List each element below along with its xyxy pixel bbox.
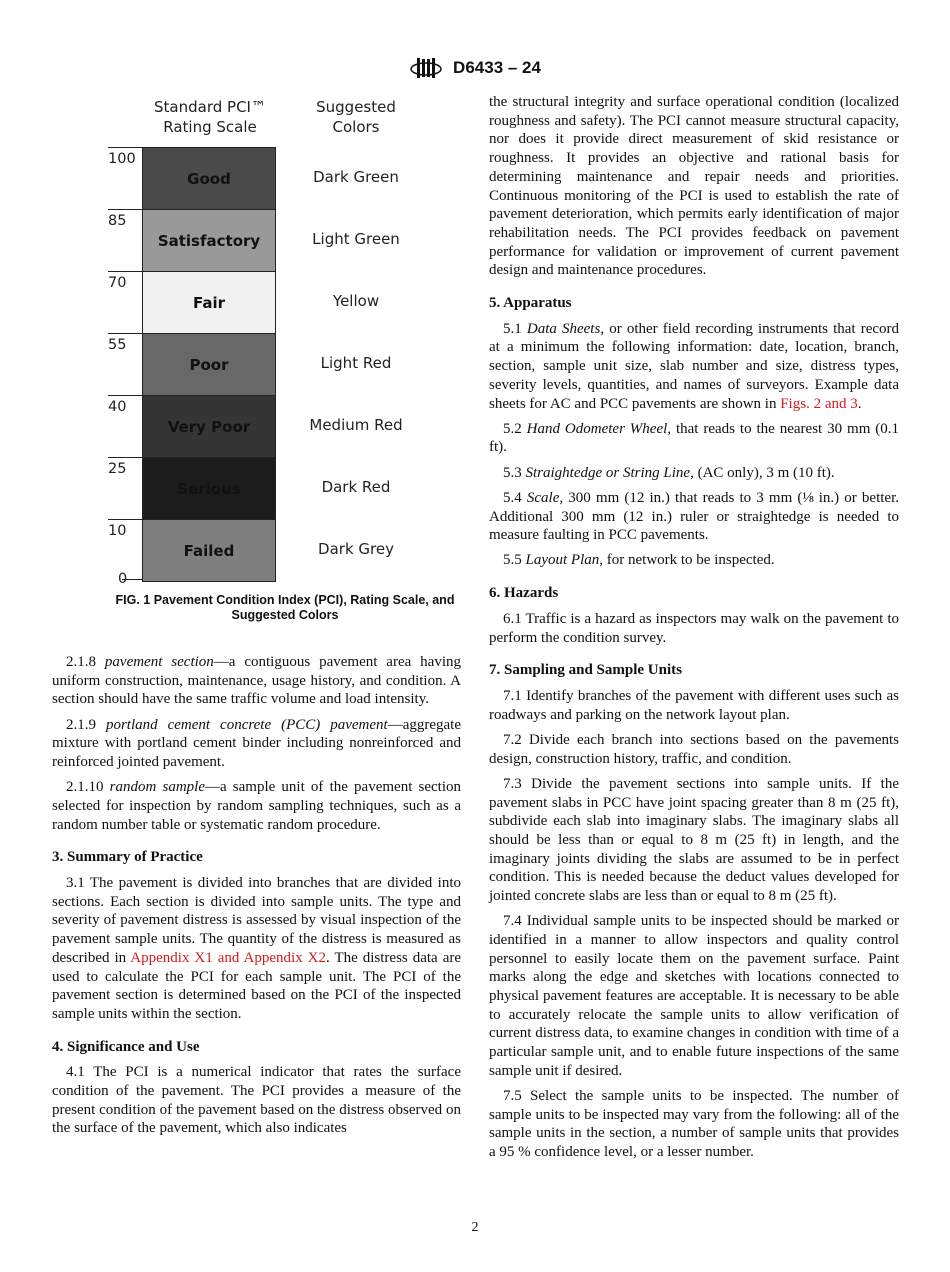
text-run: 6.1 Traffic is a hazard as inspectors may walk on the pavement to perform the condition survey. [489, 610, 899, 646]
defined-term: Straightedge or String Line, [525, 464, 694, 481]
caption-line: FIG. 1 Pavement Condition Index (PCI), Rating Scale, and [115, 593, 455, 607]
tick-line [108, 333, 142, 334]
scale-header-line: Standard PCI™ [154, 98, 266, 116]
rating-band [142, 519, 276, 582]
text-run: . The distress data are used to calculate the PCI for each sample unit. The PCI of the pavement section is determined based on the PCI of the inspected sample units within the section. [52, 949, 461, 1022]
paragraph [489, 464, 899, 483]
suggested-color-label: Light Red [320, 354, 392, 372]
defined-term: Scale, [526, 489, 564, 506]
text-run: 5.5 [503, 552, 526, 569]
text-run: 7. Sampling and Sample Units [489, 662, 682, 679]
tick-label: 55 [108, 337, 127, 353]
text-run: 3.1 The pavement is divided into branches that are divided into sections. Each section is divided into sample units. The type and severity of pavement distress is assessed by visual inspection of the pavement sample units. The quantity of the distress is measured as described in [52, 875, 461, 966]
defined-term: pavement section [104, 654, 214, 670]
section-heading [489, 661, 899, 680]
page-number: 2 [471, 1220, 479, 1235]
paragraph [489, 610, 899, 647]
tick-line [108, 395, 142, 396]
defined-term: Layout Plan, [525, 552, 603, 569]
tick-label: 85 [108, 213, 127, 229]
text-run: 7.4 Individual sample units to be inspected should be marked or identified in a manner to allow inspectors and quality control personnel to easily locate them on the pavement surface. Paint marks along the edge and sketches with locations connected to physical pavement features are acceptable. It is necessary to be able to accurately relocate the sample units to allow verification of current distress data, to examine changes in condition with time of a particular sample unit, and to enable future inspections of the same sample unit if desired. [489, 913, 899, 1079]
tick-label: 10 [108, 523, 127, 539]
rating-label: Serious [177, 479, 241, 498]
tick-label: 25 [108, 461, 127, 477]
text-run: 2.1.10 [66, 779, 110, 796]
paragraph [489, 687, 899, 724]
page-header [0, 56, 950, 80]
text-run: —a contiguous pavement area having uniform construction, maintenance, usage history, and condition. A section should have the same traffic volume and load intensity. [52, 654, 461, 708]
rating-band [142, 209, 276, 271]
colors-header [296, 97, 416, 137]
text-run: 2.1.9 [66, 716, 106, 733]
tick-line [108, 457, 142, 458]
rating-label: Satisfactory [157, 231, 261, 250]
colors-header-line: Suggested [316, 98, 396, 116]
paragraph [489, 731, 899, 768]
paragraph [489, 1087, 899, 1162]
colors-header-line: Colors [332, 118, 380, 136]
paragraph [489, 551, 899, 570]
defined-term: random sample [109, 779, 205, 796]
text-run: 5.2 [503, 420, 527, 437]
paragraph [52, 716, 461, 772]
cross-reference-link[interactable]: Figs. 2 and 3 [780, 395, 858, 412]
section-heading [489, 294, 899, 313]
rating-band [142, 395, 276, 457]
text-run: 5.1 [503, 320, 527, 337]
tick-line [108, 519, 142, 520]
text-run: 4. Significance and Use [52, 1038, 200, 1055]
text-run: the structural integrity and surface operational condition (localized roughness and safety). The PCI cannot measure structural capacity, nor does it provide direct measurement of skid resistance or roughness. It provides an objective and rational basis for determining maintenance and repair needs and priorities. Continuous monitoring of the PCI is used to establish the rate of pavement deterioration, which permits early identification of major rehabilitation needs. The PCI provides feedback on pavement performance for validation or improvement of current pavement design and maintenance procedures. [489, 94, 899, 279]
suggested-color-label: Dark Green [313, 168, 399, 186]
axis-zero-line [122, 579, 142, 580]
suggested-color-label: Dark Red [321, 478, 391, 496]
paragraph [52, 778, 461, 834]
rating-label: Good [187, 169, 231, 188]
section-heading [489, 584, 899, 603]
rating-label: Failed [183, 541, 235, 560]
tick-line [108, 147, 142, 148]
rating-band [142, 457, 276, 519]
text-run: 3. Summary of Practice [52, 849, 203, 866]
suggested-color-label: Dark Grey [318, 540, 394, 558]
text-run: 5. Apparatus [489, 295, 572, 312]
text-run: 7.3 Divide the pavement sections into sample units. If the pavement slabs in PCC have joint spacing greater than 8 m (25 ft), subdivide each slab into imaginary slabs. The imaginary slabs all should be less than or equal to 8 m (25 ft) in length, and the imaginary joints dividing the slabs are assumed to be in perfect condition. This is needed because the deduct values developed for jointed concrete slabs are less than or equal to 8 m (25 ft). [489, 775, 899, 905]
suggested-color-label: Light Green [312, 230, 400, 248]
right-column [489, 93, 899, 1168]
text-run: 5.4 [503, 489, 527, 506]
paragraph [489, 420, 899, 457]
suggested-color-label: Yellow [332, 292, 380, 310]
tick-line [108, 209, 142, 210]
rating-band [142, 271, 276, 333]
document-code: D6433 – 24 [453, 58, 541, 77]
text-run: that reads to the nearest 30 mm (0.1 ft). [489, 420, 900, 456]
defined-term: Data Sheets, [526, 320, 605, 337]
text-run: or other field recording instruments that record at a minimum the following information: date, location, branch, section, sample unit size, slab number and size, distress types, severity levels, quantities, and names of surveyors. Example data sheets for AC and PCC pavements are shown in [489, 320, 900, 412]
suggested-color-label: Medium Red [309, 416, 403, 434]
text-run: —aggregate mixture with portland cement binder including nonreinforced and reinforced jointed pavement. [52, 716, 461, 771]
astm-logo-icon [409, 56, 443, 80]
text-run: —a sample unit of the pavement section selected for inspection by random sampling techniques, such as a random number table or systematic random procedure. [52, 779, 461, 833]
section-heading [52, 1038, 461, 1057]
cross-reference-link[interactable]: Appendix X1 and Appendix X2 [130, 949, 326, 966]
paragraph [52, 653, 461, 709]
text-run: 7.5 Select the sample units to be inspected. The number of sample units to be inspected may vary from the following: all of the sample units in the section, a number of sample units that provides a 95 % confidence level, or a lesser number. [489, 1088, 899, 1161]
paragraph [489, 912, 899, 1080]
tick-line [108, 271, 142, 272]
paragraph [489, 775, 899, 906]
text-run: for network to be inspected. [603, 552, 775, 569]
rating-label: Fair [192, 293, 226, 312]
rating-label: Very Poor [167, 417, 251, 436]
text-run: 2.1.8 [66, 654, 105, 670]
paragraph [52, 874, 461, 1024]
rating-label: Poor [189, 355, 229, 374]
scale-header [140, 97, 280, 137]
defined-term: Hand Odometer Wheel, [526, 420, 672, 437]
tick-label: 40 [108, 399, 127, 415]
tick-label: 70 [108, 275, 127, 291]
left-column [52, 653, 461, 1145]
text-run: 7.1 Identify branches of the pavement with different uses such as roadways and parking on the network layout plan. [489, 687, 899, 723]
text-run: 7.2 Divide each branch into sections based on the pavements design, construction history, traffic, and condition. [489, 731, 899, 767]
tick-label: 0 [118, 571, 128, 587]
defined-term: portland cement concrete (PCC) pavement [105, 716, 388, 733]
figure-pci-rating-scale [100, 95, 470, 625]
tick-label: 100 [108, 151, 136, 167]
figure-caption [70, 593, 500, 623]
paragraph [489, 320, 899, 414]
text-run: 6. Hazards [489, 585, 559, 602]
caption-line: Suggested Colors [231, 608, 339, 622]
rating-band [142, 333, 276, 395]
text-run: 4.1 The PCI is a numerical indicator that rates the surface condition of the pavement. The PCI provides a measure of the present condition of the pavement based on the distress observed on the surface of the pavement, which also indicates [52, 1064, 461, 1137]
scale-header-line: Rating Scale [163, 118, 257, 136]
rating-band [142, 147, 276, 209]
section-heading [52, 848, 461, 867]
paragraph [489, 93, 899, 280]
text-run: 5.3 [503, 464, 526, 481]
text-run: (AC only), 3 m (10 ft). [693, 464, 835, 481]
paragraph [489, 489, 899, 545]
paragraph [52, 1063, 461, 1138]
text-run: 300 mm (12 in.) that reads to 3 mm (⅛ in.) or better. Additional 300 mm (12 in.) ruler or straightedge is needed to measure faulting in PCC pavements. [489, 489, 900, 544]
text-run: . [857, 395, 862, 412]
